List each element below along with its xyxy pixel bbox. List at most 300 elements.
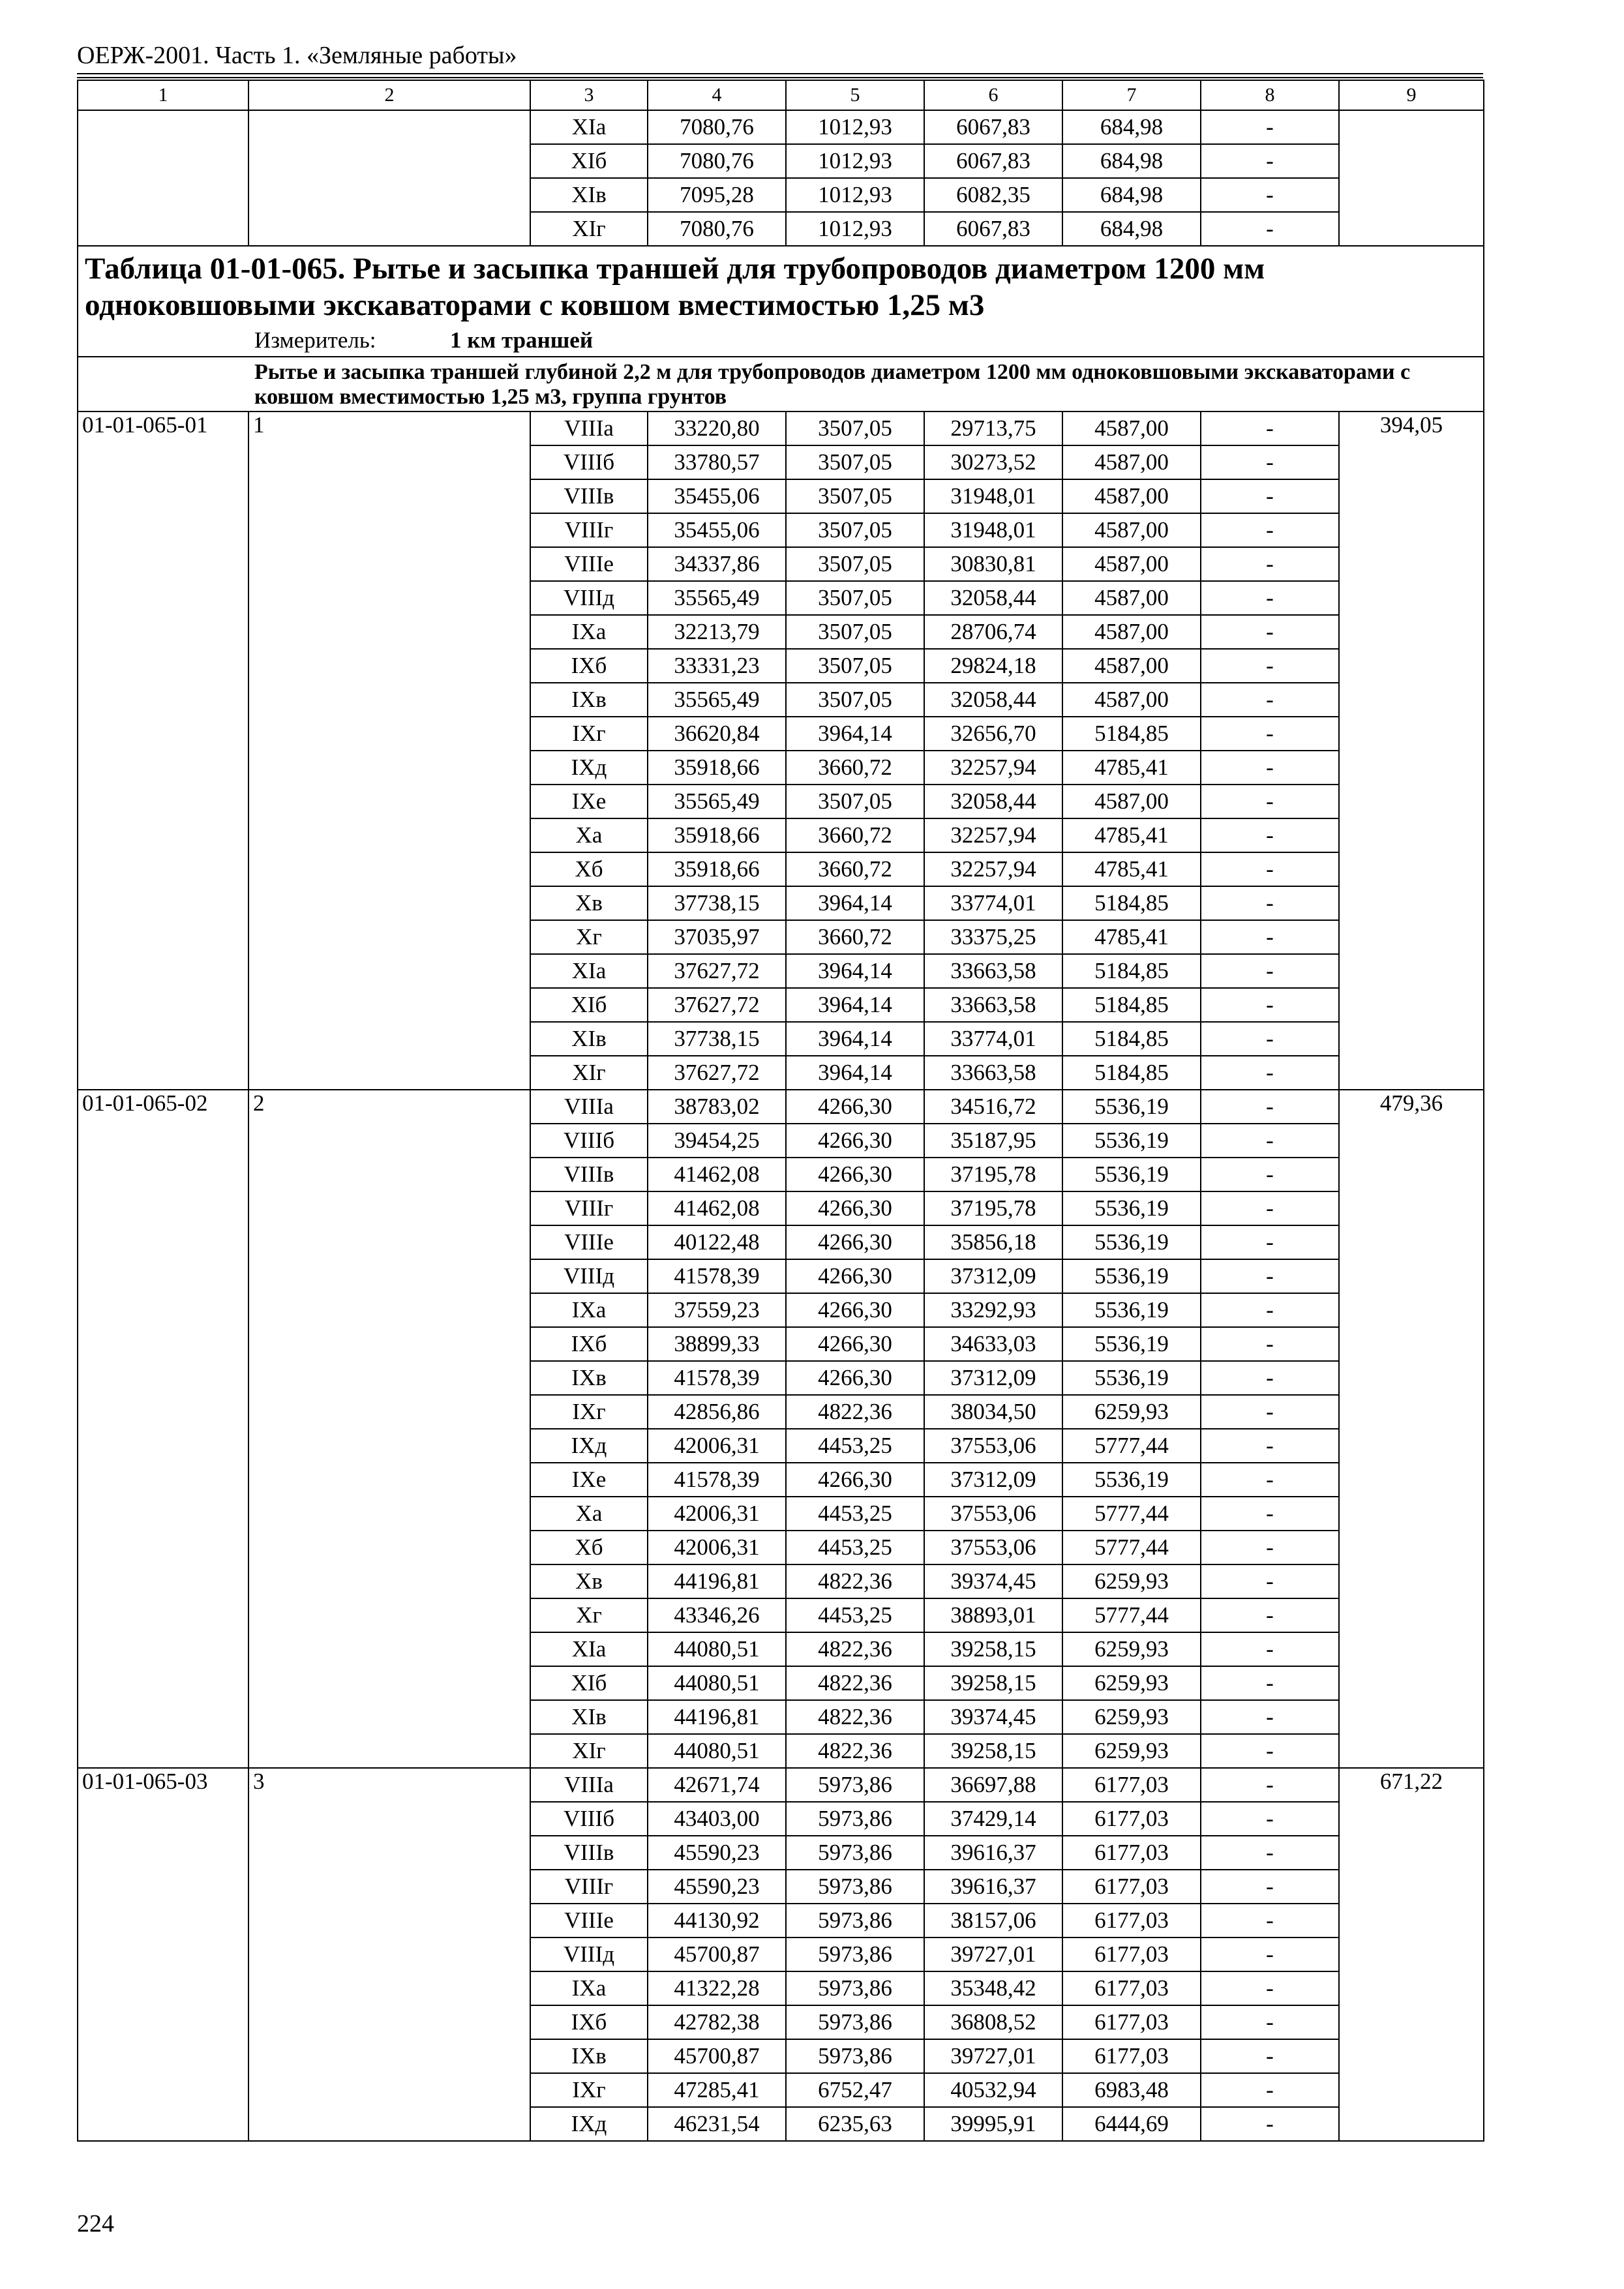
value-cell: 39995,91 — [924, 2107, 1062, 2141]
value-cell: 32656,70 — [924, 717, 1062, 751]
column-number: 2 — [248, 80, 530, 110]
table-subtitle: Рытье и засыпка траншей глубиной 2,2 м для трубопроводов диаметром 1200 мм одноковшовыми экскаваторами с ковшом вместимостью 1,25 м3, группа грунтов — [254, 360, 1411, 409]
value-cell: 37553,06 — [924, 1497, 1062, 1531]
value-cell: - — [1201, 920, 1339, 954]
value-cell: - — [1201, 1937, 1339, 1971]
value-cell: - — [1201, 479, 1339, 513]
value-cell: 41578,39 — [648, 1463, 786, 1497]
value-cell: 5973,86 — [786, 1836, 924, 1870]
value-cell: XIб — [530, 1666, 648, 1700]
value-cell: 6177,03 — [1062, 1836, 1201, 1870]
value-cell: 1012,93 — [786, 212, 924, 246]
value-cell: 37559,23 — [648, 1293, 786, 1327]
value-cell: Xб — [530, 1531, 648, 1564]
value-cell: VIIIб — [530, 1124, 648, 1158]
value-cell: 33780,57 — [648, 445, 786, 479]
header-rule — [77, 73, 1483, 74]
value-cell: VIIIе — [530, 1904, 648, 1937]
value-cell: 44196,81 — [648, 1700, 786, 1734]
value-cell: XIа — [530, 954, 648, 988]
value-cell: IXе — [530, 1463, 648, 1497]
value-cell: 6177,03 — [1062, 1937, 1201, 1971]
value-cell: 37553,06 — [924, 1429, 1062, 1463]
value-cell: 5184,85 — [1062, 717, 1201, 751]
value-cell: IXб — [530, 1327, 648, 1361]
value-cell: - — [1201, 751, 1339, 785]
value-cell: VIIIб — [530, 445, 648, 479]
value-cell: 3507,05 — [786, 615, 924, 649]
value-cell: - — [1201, 178, 1339, 212]
value-cell: 30830,81 — [924, 547, 1062, 581]
value-cell: 4587,00 — [1062, 445, 1201, 479]
header-rule — [77, 77, 1483, 78]
value-cell: 4453,25 — [786, 1429, 924, 1463]
value-cell: 37738,15 — [648, 886, 786, 920]
column-number: 6 — [924, 80, 1062, 110]
value-cell: 4453,25 — [786, 1497, 924, 1531]
value-cell: 5536,19 — [1062, 1090, 1201, 1124]
value-cell: 33375,25 — [924, 920, 1062, 954]
value-cell: - — [1201, 1971, 1339, 2005]
value-cell: 36697,88 — [924, 1768, 1062, 1802]
code-cell — [78, 110, 248, 246]
value-cell: 3507,05 — [786, 785, 924, 818]
value-cell: 684,98 — [1062, 212, 1201, 246]
value-cell: 4822,36 — [786, 1564, 924, 1598]
value-cell: 4266,30 — [786, 1191, 924, 1225]
value-cell: 3660,72 — [786, 920, 924, 954]
value-cell: 4587,00 — [1062, 785, 1201, 818]
value-cell: 5973,86 — [786, 1802, 924, 1836]
value-cell: 6067,83 — [924, 110, 1062, 144]
value-cell: - — [1201, 144, 1339, 178]
value-cell: IXг — [530, 2073, 648, 2107]
value-cell: 4453,25 — [786, 1598, 924, 1632]
value-cell: 3964,14 — [786, 954, 924, 988]
value-cell: - — [1201, 1904, 1339, 1937]
table-subtitle-row — [78, 357, 1484, 411]
value-cell: 39374,45 — [924, 1700, 1062, 1734]
value-cell: 42006,31 — [648, 1429, 786, 1463]
value-cell: VIIIа — [530, 411, 648, 445]
value-cell: - — [1201, 1361, 1339, 1395]
value-cell: 37738,15 — [648, 1022, 786, 1056]
value-cell: 1012,93 — [786, 110, 924, 144]
value-cell: - — [1201, 581, 1339, 615]
value-cell: IXб — [530, 649, 648, 683]
value-cell: 5777,44 — [1062, 1531, 1201, 1564]
value-cell: - — [1201, 1836, 1339, 1870]
value-cell: 34516,72 — [924, 1090, 1062, 1124]
value-cell: 4266,30 — [786, 1463, 924, 1497]
value-cell: 40122,48 — [648, 1225, 786, 1259]
value-cell: 6259,93 — [1062, 1395, 1201, 1429]
value-cell: 37035,97 — [648, 920, 786, 954]
value-cell: - — [1201, 2073, 1339, 2107]
value-cell: - — [1201, 717, 1339, 751]
value-cell: 7080,76 — [648, 110, 786, 144]
table-title-row — [78, 246, 1484, 357]
value-cell: 33663,58 — [924, 988, 1062, 1022]
value-cell: 4822,36 — [786, 1632, 924, 1666]
value-cell: - — [1201, 852, 1339, 886]
value-cell: - — [1201, 1531, 1339, 1564]
value-cell: - — [1201, 1564, 1339, 1598]
value-cell: - — [1201, 1022, 1339, 1056]
value-cell: 5536,19 — [1062, 1124, 1201, 1158]
value-cell: 5777,44 — [1062, 1598, 1201, 1632]
value-cell: 44080,51 — [648, 1666, 786, 1700]
value-cell: 32257,94 — [924, 818, 1062, 852]
value-cell: 684,98 — [1062, 178, 1201, 212]
value-cell: 5973,86 — [786, 1768, 924, 1802]
value-cell: 3507,05 — [786, 581, 924, 615]
value-cell: 28706,74 — [924, 615, 1062, 649]
value-cell: 35455,06 — [648, 479, 786, 513]
value-cell: 3507,05 — [786, 513, 924, 547]
value-cell: XIа — [530, 1632, 648, 1666]
value-cell: - — [1201, 110, 1339, 144]
value-cell: VIIIе — [530, 547, 648, 581]
value-cell: 37312,09 — [924, 1463, 1062, 1497]
value-cell: XIв — [530, 1700, 648, 1734]
value-cell: Xг — [530, 920, 648, 954]
value-cell: 35455,06 — [648, 513, 786, 547]
rates-table — [77, 80, 1484, 2142]
soil-group-number: 1 — [248, 411, 530, 1090]
value-cell: VIIIг — [530, 1870, 648, 1904]
value-cell: - — [1201, 818, 1339, 852]
value-cell: 35348,42 — [924, 1971, 1062, 2005]
soil-group-number: 2 — [248, 1090, 530, 1768]
value-cell: - — [1201, 649, 1339, 683]
value-cell: 5536,19 — [1062, 1259, 1201, 1293]
value-cell: IXе — [530, 785, 648, 818]
value-cell: 4266,30 — [786, 1158, 924, 1191]
value-cell: 4266,30 — [786, 1259, 924, 1293]
value-cell: 3507,05 — [786, 411, 924, 445]
value-cell: VIIIг — [530, 1191, 648, 1225]
value-cell: 29824,18 — [924, 649, 1062, 683]
value-cell: XIб — [530, 144, 648, 178]
value-cell: 3964,14 — [786, 988, 924, 1022]
value-cell: 32257,94 — [924, 852, 1062, 886]
value-cell: 6177,03 — [1062, 2039, 1201, 2073]
value-cell: 4785,41 — [1062, 751, 1201, 785]
value-cell: 5973,86 — [786, 2005, 924, 2039]
value-cell: 29713,75 — [924, 411, 1062, 445]
value-cell: 38893,01 — [924, 1598, 1062, 1632]
value-cell: 47285,41 — [648, 2073, 786, 2107]
value-cell: XIв — [530, 178, 648, 212]
value-cell: - — [1201, 1734, 1339, 1768]
column-number: 5 — [786, 80, 924, 110]
table-row — [78, 411, 1484, 445]
value-cell: 4587,00 — [1062, 581, 1201, 615]
value-cell: 6067,83 — [924, 212, 1062, 246]
value-cell: 4822,36 — [786, 1666, 924, 1700]
value-cell: - — [1201, 683, 1339, 717]
value-cell: 5536,19 — [1062, 1463, 1201, 1497]
value-cell: 35918,66 — [648, 818, 786, 852]
value-cell: 3660,72 — [786, 852, 924, 886]
table-title-cell — [78, 246, 1484, 357]
value-cell: 5184,85 — [1062, 1022, 1201, 1056]
table-row — [78, 110, 1484, 144]
value-cell: - — [1201, 1429, 1339, 1463]
col9-cell — [1339, 110, 1484, 246]
value-cell: 4822,36 — [786, 1734, 924, 1768]
table-subtitle-cell — [78, 357, 1484, 411]
value-cell: IXг — [530, 717, 648, 751]
value-cell: - — [1201, 547, 1339, 581]
value-cell: VIIIа — [530, 1768, 648, 1802]
value-cell: 6177,03 — [1062, 1768, 1201, 1802]
unit-label: Измеритель: — [254, 327, 376, 353]
value-cell: - — [1201, 785, 1339, 818]
value-cell: 4587,00 — [1062, 479, 1201, 513]
value-cell: VIIIа — [530, 1090, 648, 1124]
column-number: 1 — [78, 80, 248, 110]
value-cell: 5536,19 — [1062, 1225, 1201, 1259]
value-cell: IXг — [530, 1395, 648, 1429]
value-cell: - — [1201, 1870, 1339, 1904]
value-cell: 37627,72 — [648, 988, 786, 1022]
value-cell: VIIIе — [530, 1225, 648, 1259]
value-cell: 6259,93 — [1062, 1666, 1201, 1700]
value-cell: 4587,00 — [1062, 411, 1201, 445]
value-cell: 5184,85 — [1062, 1056, 1201, 1090]
value-cell: 4822,36 — [786, 1700, 924, 1734]
value-cell: 4587,00 — [1062, 615, 1201, 649]
value-cell: - — [1201, 1802, 1339, 1836]
value-cell: - — [1201, 1666, 1339, 1700]
value-cell: - — [1201, 954, 1339, 988]
value-cell: 6983,48 — [1062, 2073, 1201, 2107]
value-cell: 6067,83 — [924, 144, 1062, 178]
value-cell: 3660,72 — [786, 751, 924, 785]
value-cell: 5536,19 — [1062, 1327, 1201, 1361]
value-cell: 5973,86 — [786, 1904, 924, 1937]
value-cell: IXв — [530, 683, 648, 717]
value-cell: Xв — [530, 886, 648, 920]
value-cell: 4785,41 — [1062, 818, 1201, 852]
value-cell: 32257,94 — [924, 751, 1062, 785]
value-cell: 33331,23 — [648, 649, 786, 683]
value-cell: 31948,01 — [924, 513, 1062, 547]
value-cell: 35565,49 — [648, 785, 786, 818]
rate-code: 01-01-065-01 — [78, 411, 248, 1090]
value-cell: 7080,76 — [648, 144, 786, 178]
value-cell: - — [1201, 1293, 1339, 1327]
value-cell: 39258,15 — [924, 1632, 1062, 1666]
value-cell: Xб — [530, 852, 648, 886]
value-cell: 4785,41 — [1062, 920, 1201, 954]
value-cell: 5536,19 — [1062, 1191, 1201, 1225]
value-cell: 41462,08 — [648, 1158, 786, 1191]
value-cell: 6177,03 — [1062, 1904, 1201, 1937]
value-cell: - — [1201, 1158, 1339, 1191]
value-cell: 7080,76 — [648, 212, 786, 246]
rate-code: 01-01-065-03 — [78, 1768, 248, 2141]
value-cell: 35856,18 — [924, 1225, 1062, 1259]
value-cell: 44080,51 — [648, 1632, 786, 1666]
value-cell: - — [1201, 1395, 1339, 1429]
value-cell: 4266,30 — [786, 1124, 924, 1158]
value-cell: 39727,01 — [924, 2039, 1062, 2073]
value-cell: 4785,41 — [1062, 852, 1201, 886]
value-cell: 39258,15 — [924, 1666, 1062, 1700]
value-cell: 45590,23 — [648, 1836, 786, 1870]
value-cell: XIг — [530, 1056, 648, 1090]
value-cell: 5536,19 — [1062, 1158, 1201, 1191]
value-cell: 36808,52 — [924, 2005, 1062, 2039]
value-cell: 45700,87 — [648, 1937, 786, 1971]
value-cell: 43403,00 — [648, 1802, 786, 1836]
value-cell: 6082,35 — [924, 178, 1062, 212]
unit-value: 1 км траншей — [450, 327, 594, 353]
value-cell: - — [1201, 1497, 1339, 1531]
value-cell: 4266,30 — [786, 1225, 924, 1259]
value-cell: - — [1201, 1259, 1339, 1293]
value-cell: 38783,02 — [648, 1090, 786, 1124]
value-cell: - — [1201, 212, 1339, 246]
value-cell: - — [1201, 1225, 1339, 1259]
value-cell: 38034,50 — [924, 1395, 1062, 1429]
value-cell: 42006,31 — [648, 1531, 786, 1564]
value-cell: 44130,92 — [648, 1904, 786, 1937]
value-cell: - — [1201, 1463, 1339, 1497]
value-cell: 30273,52 — [924, 445, 1062, 479]
value-cell: 37627,72 — [648, 1056, 786, 1090]
value-cell: 6444,69 — [1062, 2107, 1201, 2141]
value-cell: 31948,01 — [924, 479, 1062, 513]
value-cell: 3507,05 — [786, 479, 924, 513]
column-number: 8 — [1201, 80, 1339, 110]
running-header: ОЕРЖ-2001. Часть 1. «Земляные работы» — [77, 42, 517, 69]
value-cell: XIб — [530, 988, 648, 1022]
rate-code: 01-01-065-02 — [78, 1090, 248, 1768]
value-cell: 33663,58 — [924, 1056, 1062, 1090]
value-cell: 44196,81 — [648, 1564, 786, 1598]
value-cell: Xа — [530, 1497, 648, 1531]
value-cell: Xа — [530, 818, 648, 852]
value-cell: 33774,01 — [924, 886, 1062, 920]
value-cell: 5536,19 — [1062, 1361, 1201, 1395]
table-title: Таблица 01-01-065. Рытье и засыпка траншей для трубопроводов диаметром 1200 мм одноковшовыми экскаваторами с ковшом вместимостью 1,25 м3 — [85, 252, 1265, 322]
value-cell: 5973,86 — [786, 1937, 924, 1971]
value-cell: - — [1201, 1327, 1339, 1361]
value-cell: - — [1201, 445, 1339, 479]
value-cell: 37429,14 — [924, 1802, 1062, 1836]
value-cell: 39727,01 — [924, 1937, 1062, 1971]
value-cell: - — [1201, 988, 1339, 1022]
value-cell: IXв — [530, 1361, 648, 1395]
value-cell: 4587,00 — [1062, 683, 1201, 717]
value-cell: - — [1201, 2005, 1339, 2039]
value-cell: IXа — [530, 615, 648, 649]
value-cell: 684,98 — [1062, 144, 1201, 178]
value-cell: VIIIв — [530, 1836, 648, 1870]
value-cell: 684,98 — [1062, 110, 1201, 144]
value-cell: 5184,85 — [1062, 988, 1201, 1022]
value-cell: 6259,93 — [1062, 1700, 1201, 1734]
value-cell: 4822,36 — [786, 1395, 924, 1429]
value-cell: 3507,05 — [786, 683, 924, 717]
value-cell: 4266,30 — [786, 1361, 924, 1395]
value-cell: - — [1201, 1056, 1339, 1090]
value-cell: 41578,39 — [648, 1361, 786, 1395]
table-row — [78, 1090, 1484, 1124]
value-cell: 6259,93 — [1062, 1564, 1201, 1598]
value-cell: 4266,30 — [786, 1327, 924, 1361]
value-cell: - — [1201, 1191, 1339, 1225]
value-cell: 3964,14 — [786, 717, 924, 751]
col9-value: 671,22 — [1339, 1768, 1484, 2141]
value-cell: IXа — [530, 1293, 648, 1327]
column-number: 7 — [1062, 80, 1201, 110]
value-cell: 39454,25 — [648, 1124, 786, 1158]
value-cell: 33663,58 — [924, 954, 1062, 988]
value-cell: 4453,25 — [786, 1531, 924, 1564]
value-cell: 4587,00 — [1062, 547, 1201, 581]
value-cell: 35918,66 — [648, 751, 786, 785]
value-cell: 3507,05 — [786, 649, 924, 683]
value-cell: 5184,85 — [1062, 886, 1201, 920]
value-cell: 38157,06 — [924, 1904, 1062, 1937]
value-cell: IXб — [530, 2005, 648, 2039]
soil-group-number: 3 — [248, 1768, 530, 2141]
value-cell: 32058,44 — [924, 683, 1062, 717]
value-cell: 3660,72 — [786, 818, 924, 852]
value-cell: 4266,30 — [786, 1293, 924, 1327]
value-cell: 39258,15 — [924, 1734, 1062, 1768]
value-cell: VIIIв — [530, 479, 648, 513]
value-cell: - — [1201, 1598, 1339, 1632]
value-cell: 4587,00 — [1062, 649, 1201, 683]
col9-value: 394,05 — [1339, 411, 1484, 1090]
column-number-row — [78, 80, 1484, 110]
value-cell: VIIIд — [530, 581, 648, 615]
value-cell: 32058,44 — [924, 785, 1062, 818]
value-cell: 37195,78 — [924, 1158, 1062, 1191]
table-row — [78, 1768, 1484, 1802]
value-cell: 42782,38 — [648, 2005, 786, 2039]
page-number: 224 — [77, 2210, 114, 2237]
value-cell: 6177,03 — [1062, 1802, 1201, 1836]
value-cell: 41322,28 — [648, 1971, 786, 2005]
value-cell: 37627,72 — [648, 954, 786, 988]
value-cell: 35565,49 — [648, 683, 786, 717]
value-cell: 6177,03 — [1062, 1971, 1201, 2005]
value-cell: 3964,14 — [786, 1056, 924, 1090]
value-cell: 6259,93 — [1062, 1734, 1201, 1768]
value-cell: - — [1201, 411, 1339, 445]
value-cell: 5973,86 — [786, 1971, 924, 2005]
unit-line — [85, 327, 1477, 353]
value-cell: 42671,74 — [648, 1768, 786, 1802]
value-cell: - — [1201, 1700, 1339, 1734]
value-cell: 32213,79 — [648, 615, 786, 649]
value-cell: - — [1201, 2039, 1339, 2073]
value-cell: - — [1201, 1090, 1339, 1124]
value-cell: 1012,93 — [786, 178, 924, 212]
value-cell: 37553,06 — [924, 1531, 1062, 1564]
value-cell: 37195,78 — [924, 1191, 1062, 1225]
value-cell: 5973,86 — [786, 1870, 924, 1904]
value-cell: 7095,28 — [648, 178, 786, 212]
value-cell: IXд — [530, 2107, 648, 2141]
